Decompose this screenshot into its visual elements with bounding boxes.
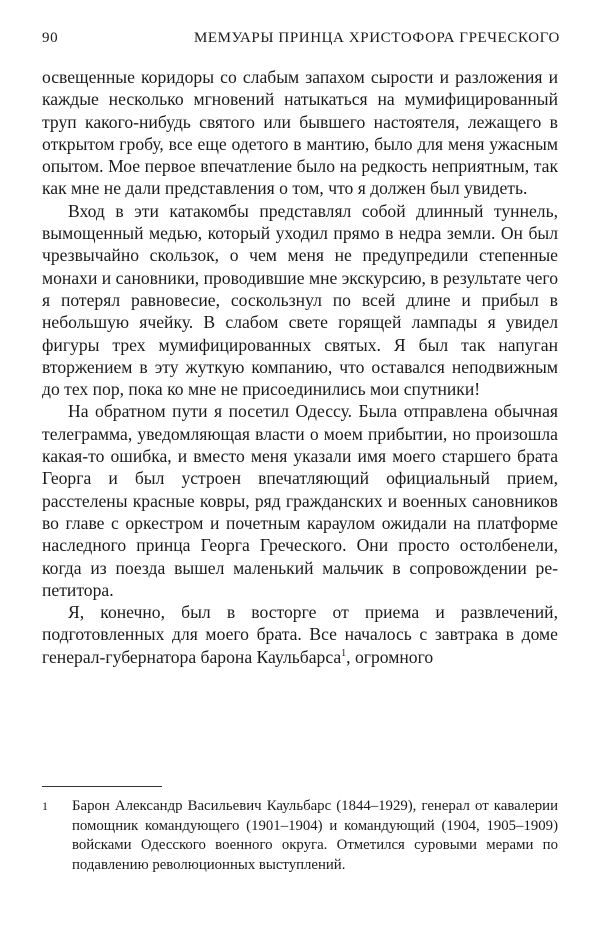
footnote-separator — [42, 786, 162, 787]
footnote-reference[interactable]: 1 — [341, 647, 347, 659]
footnote — [42, 797, 558, 875]
paragraph-2: Вход в эти катакомбы представлял собой длинный туннель, вымощенный медью, который уходил прямо в недра земли. Он был чрезвычайно скользок, о чем меня не предупредили степенные монахи и сановники, проводившие мне экскурсию, в результате чего я потерял равновесие, соскользнул по всей длине и прибыл в небольшую ячейку. В слабом свете горящей лампады я увидел фигуры трех мумифицированных святых. Я был так напуган вторжением в эту жуткую компанию, что оставался неподвижным до тех пор, пока ко мне не присоединились мои спутники! — [42, 200, 558, 400]
footnote-number: 1 — [42, 799, 48, 813]
paragraph-4 — [42, 601, 558, 668]
paragraph-1: освещенные коридоры со слабым запахом сырости и разложения и каждые несколько мгновений натыкаться на мумифицированный труп какого-нибудь святого или бывшего настоятеля, лежащего в открытом гробу, все еще одетого в мантию, было для меня ужасным опытом. Мое первое впечатление было на редкость неприятным, так как мне не дали представления о том, что я должен был увидеть. — [42, 67, 558, 199]
footnote-text: Барон Александр Васильевич Каульбарс (1844–1929), генерал от кавалерии помощник командующего (1901–1904) и командующий (1904, 1905–1909) войсками Одесского военного округа. Отметился суровыми мерами по подавлению революционных выступлений. — [72, 798, 558, 873]
running-header — [42, 30, 560, 54]
page-number: 90 — [42, 30, 59, 46]
paragraph-3: На обратном пути я посетил Одессу. Была отправлена обычная телеграмма, уведомляющая власти о моем прибытии, но произошла какая-то ошибка, и вместо меня указали имя моего старшего брата Георга и был устроен впечатляющий официальный прием, расстелены красные ковры, ряд гражданских и военных сановников во главе с оркестром и почетным караулом ожидали на платформе наследного принца Георга Греческого. Они просто остолбенели, когда из поезда вышел маленький мальчик в сопровождении репетитора. — [42, 401, 558, 600]
running-title: МЕМУАРЫ ПРИНЦА ХРИСТОФОРА ГРЕЧЕСКОГО — [193, 30, 560, 46]
paragraph-4-tail: , огромного — [346, 646, 434, 667]
main-text — [42, 66, 558, 668]
paragraph-4-text: Я, конечно, был в восторге от приема и развлечений, подготовленных для моего брата. Все началось с завтрака в доме генерал-губернатора барона Каульбарса — [42, 602, 558, 667]
